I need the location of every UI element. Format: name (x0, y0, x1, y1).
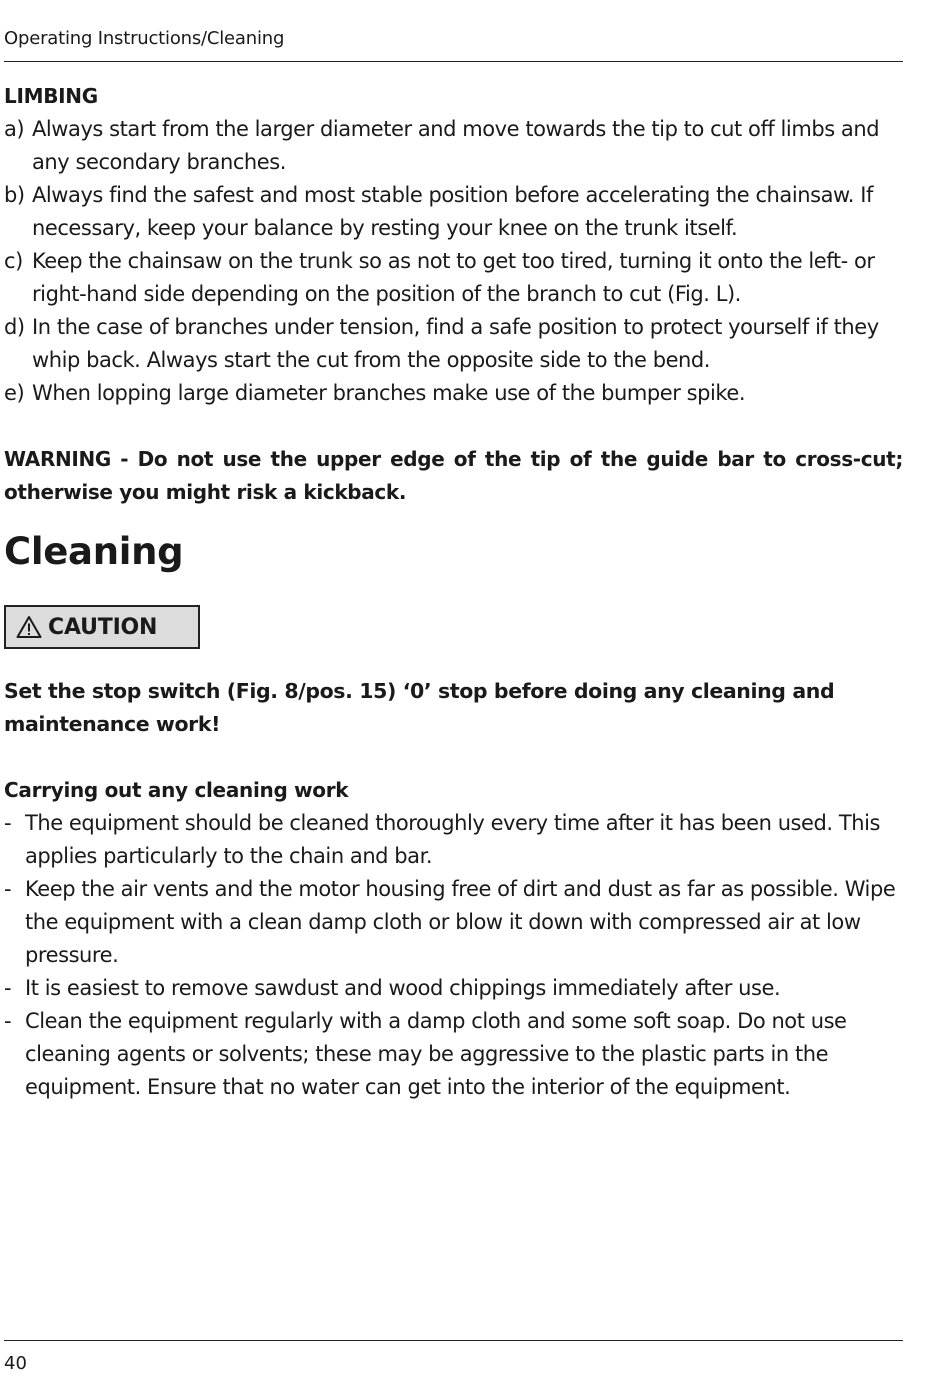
section-title: Cleaning (4, 530, 184, 573)
list-item-text: Keep the chainsaw on the trunk so as not to get too tired, turning it onto the left- or right-hand side depending on the position of the branch to cut (Fig. L). (32, 249, 875, 306)
list-item-text: It is easiest to remove sawdust and wood chippings immediately after use. (25, 976, 781, 1000)
kickback-warning: WARNING - Do not use the upper edge of the tip of the guide bar to cross-cut; otherwise you might risk a kickback. (4, 447, 903, 504)
caution-label: CAUTION (48, 614, 158, 640)
running-head: Operating Instructions/Cleaning (4, 28, 285, 49)
list-item-text: When lopping large diameter branches make use of the bumper spike. (32, 381, 746, 405)
list-marker: - (4, 877, 12, 901)
list-marker: d) (4, 315, 25, 339)
spacer (4, 410, 903, 443)
list-item-text: Always start from the larger diameter and move towards the tip to cut off limbs and any secondary branches. (32, 117, 880, 174)
list-marker: e) (4, 381, 25, 405)
list-item (4, 245, 903, 311)
cleaning-subheading: Carrying out any cleaning work (4, 778, 349, 802)
list-item (4, 1005, 903, 1104)
list-item (4, 179, 903, 245)
list-item (4, 807, 903, 873)
spacer (4, 741, 903, 774)
caution-box (4, 605, 200, 649)
list-item-text: Always find the safest and most stable position before accelerating the chainsaw. If necessary, keep your balance by resting your knee on the trunk itself. (32, 183, 873, 240)
list-marker: - (4, 811, 12, 835)
list-item (4, 113, 903, 179)
list-marker: b) (4, 183, 25, 207)
cleaning-list (4, 807, 903, 1104)
list-marker: c) (4, 249, 23, 273)
list-item (4, 311, 903, 377)
list-marker: - (4, 976, 12, 1000)
limbing-list (4, 113, 903, 410)
list-item-text: The equipment should be cleaned thoroughly every time after it has been used. This applies particularly to the chain and bar. (25, 811, 880, 868)
stop-switch-note: Set the stop switch (Fig. 8/pos. 15) ‘0’ stop before doing any cleaning and maintenance work! (4, 679, 835, 736)
footer-rule (4, 1340, 903, 1341)
list-item (4, 377, 903, 410)
list-item-text: In the case of branches under tension, find a safe position to protect yourself if they whip back. Always start the cut from the opposite side to the bend. (32, 315, 879, 372)
warning-triangle-icon (16, 615, 42, 639)
header-rule (4, 61, 903, 62)
page-number: 40 (4, 1353, 27, 1374)
list-marker: - (4, 1009, 12, 1033)
list-item (4, 873, 903, 972)
list-item-text: Clean the equipment regularly with a damp cloth and some soft soap. Do not use cleaning agents or solvents; these may be aggressive to the plastic parts in the equipment. Ensure that no water can get into the interior of the equipment. (25, 1009, 847, 1099)
page-content (4, 80, 903, 1104)
limbing-heading: LIMBING (4, 84, 98, 108)
list-item (4, 972, 903, 1005)
list-item-text: Keep the air vents and the motor housing free of dirt and dust as far as possible. Wipe the equipment with a clean damp cloth or blow it down with compressed air at low pressure. (25, 877, 896, 967)
list-marker: a) (4, 117, 25, 141)
